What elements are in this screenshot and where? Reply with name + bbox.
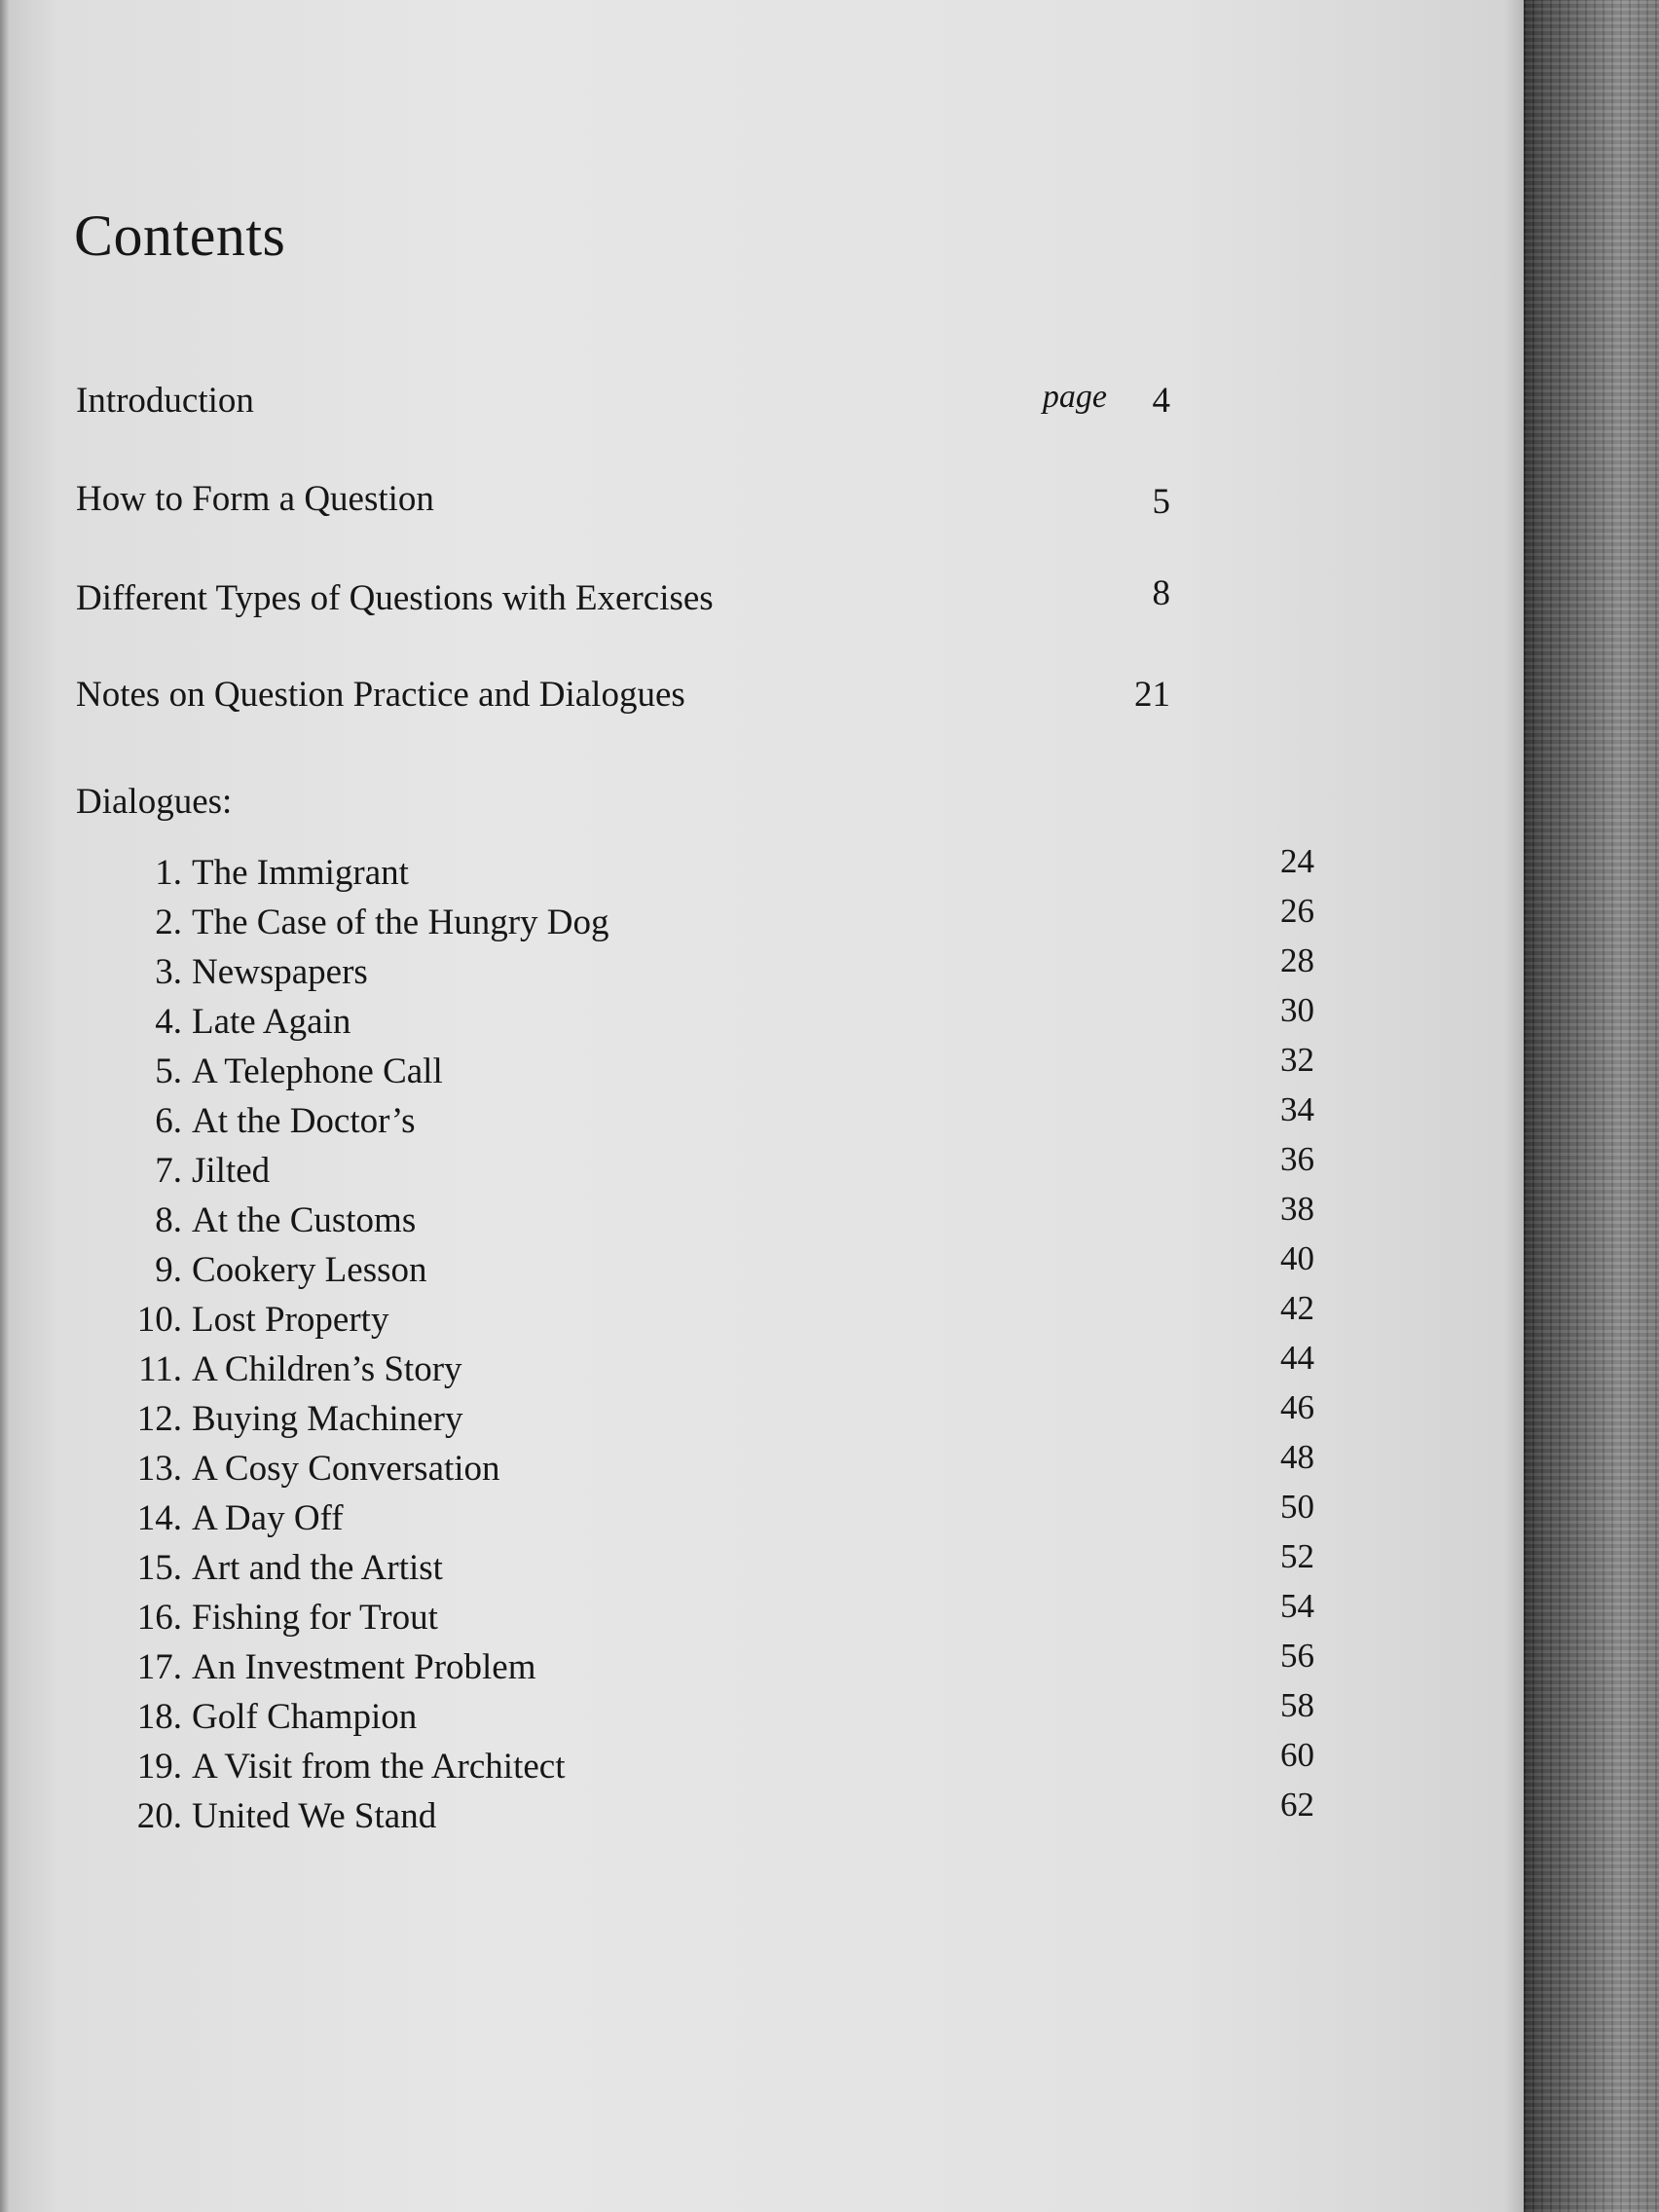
dialogue-title: At the Customs — [192, 1200, 417, 1240]
list-item — [0, 1786, 1524, 1848]
dialogue-number: 19. — [136, 1747, 182, 1787]
dialogue-page: 60 — [1280, 1736, 1314, 1774]
dialogue-number: 17. — [136, 1647, 182, 1687]
dialogue-title: Buying Machinery — [192, 1399, 463, 1439]
dialogue-page: 48 — [1280, 1438, 1314, 1476]
dialogue-number: 3. — [155, 952, 182, 992]
dialogue-number: 7. — [155, 1151, 182, 1191]
toc-entry-notes-on-question-practice: Notes on Question Practice and Dialogues — [76, 675, 685, 715]
toc-page-introduction: 4 — [1152, 381, 1170, 421]
dialogue-number: 5. — [155, 1051, 182, 1091]
dialogue-title: A Visit from the Architect — [192, 1747, 566, 1787]
dialogue-number: 8. — [155, 1200, 182, 1240]
dialogue-title: Art and the Artist — [192, 1548, 443, 1588]
dialogue-title: A Day Off — [192, 1498, 344, 1538]
dialogue-title: Fishing for Trout — [192, 1598, 438, 1638]
dialogue-title: An Investment Problem — [192, 1647, 536, 1687]
dialogue-page: 30 — [1280, 991, 1314, 1029]
dialogue-page: 38 — [1280, 1190, 1314, 1228]
dialogue-page: 34 — [1280, 1090, 1314, 1128]
dialogue-title: A Children’s Story — [192, 1349, 462, 1389]
dialogue-page: 44 — [1280, 1339, 1314, 1377]
dialogue-page: 40 — [1280, 1239, 1314, 1277]
dialogue-title: A Cosy Conversation — [192, 1449, 500, 1489]
toc-entry-introduction: Introduction — [76, 381, 254, 421]
dialogue-title: The Immigrant — [192, 853, 409, 893]
background-wall — [1524, 0, 1659, 2212]
dialogue-number: 2. — [155, 903, 182, 942]
dialogue-title: Lost Property — [192, 1300, 389, 1340]
dialogue-number: 11. — [138, 1349, 182, 1389]
dialogue-number: 4. — [155, 1002, 182, 1042]
dialogue-title: A Telephone Call — [192, 1051, 443, 1091]
toc-page-different-types-of-questions: 8 — [1152, 573, 1170, 613]
dialogue-number: 14. — [136, 1498, 182, 1538]
contents-heading: Contents — [74, 203, 286, 268]
dialogue-number: 13. — [136, 1449, 182, 1489]
dialogue-number: 18. — [136, 1697, 182, 1737]
dialogues-list — [0, 842, 1524, 1848]
dialogue-page: 56 — [1280, 1637, 1314, 1675]
dialogue-page: 28 — [1280, 941, 1314, 979]
dialogue-page: 42 — [1280, 1289, 1314, 1327]
dialogue-title: The Case of the Hungry Dog — [192, 903, 609, 942]
dialogue-number: 1. — [155, 853, 182, 893]
page-column-label: page — [1042, 379, 1107, 415]
dialogue-title: At the Doctor’s — [192, 1101, 416, 1141]
dialogue-number: 10. — [136, 1300, 182, 1340]
dialogue-number: 16. — [136, 1598, 182, 1638]
dialogue-page: 52 — [1280, 1537, 1314, 1575]
dialogue-page: 54 — [1280, 1587, 1314, 1625]
dialogue-page: 32 — [1280, 1041, 1314, 1079]
toc-entry-different-types-of-questions: Different Types of Questions with Exercises — [76, 578, 714, 618]
dialogue-title: Cookery Lesson — [192, 1250, 427, 1290]
toc-page-notes-on-question-practice: 21 — [1134, 675, 1170, 715]
dialogue-title: Late Again — [192, 1002, 351, 1042]
dialogue-page: 58 — [1280, 1686, 1314, 1724]
dialogue-page: 26 — [1280, 892, 1314, 930]
dialogue-page: 62 — [1280, 1786, 1314, 1824]
dialogue-title: Newspapers — [192, 952, 368, 992]
dialogue-number: 9. — [155, 1250, 182, 1290]
dialogue-title: United We Stand — [192, 1796, 437, 1836]
toc-page-how-to-form-a-question: 5 — [1152, 482, 1170, 522]
dialogue-number: 20. — [136, 1796, 182, 1836]
dialogue-page: 50 — [1280, 1488, 1314, 1526]
dialogue-number: 6. — [155, 1101, 182, 1141]
dialogue-page: 46 — [1280, 1388, 1314, 1426]
dialogue-number: 15. — [136, 1548, 182, 1588]
dialogue-page: 36 — [1280, 1140, 1314, 1178]
dialogue-number: 12. — [136, 1399, 182, 1439]
dialogues-section-label: Dialogues: — [76, 782, 233, 822]
dialogue-title: Jilted — [192, 1151, 271, 1191]
dialogue-page: 24 — [1280, 842, 1314, 880]
toc-entry-how-to-form-a-question: How to Form a Question — [76, 479, 434, 519]
dialogue-title: Golf Champion — [192, 1697, 418, 1737]
